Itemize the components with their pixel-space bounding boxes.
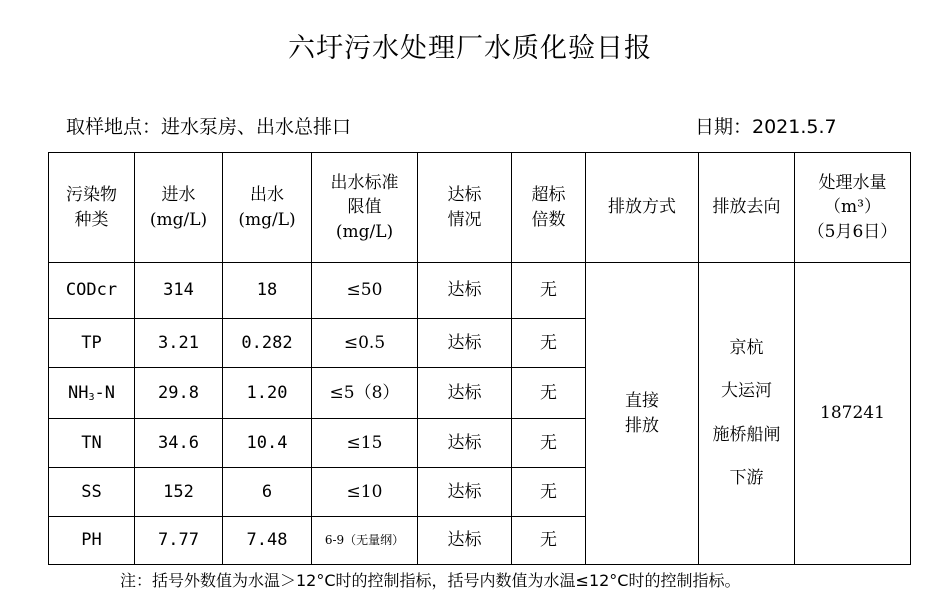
exceed-value: 无: [512, 263, 586, 319]
header-row: [49, 153, 911, 263]
report-date: 日期：2021.5.7: [695, 116, 837, 138]
header-discharge-method: 排放方式: [586, 153, 699, 263]
exceed-value: 无: [512, 419, 586, 468]
table-row: [49, 263, 911, 319]
status-value: 达标: [418, 419, 512, 468]
header-status: 达标 情况: [418, 153, 512, 263]
header-influent: 进水 (mg/L): [135, 153, 223, 263]
effluent-value: 10.4: [223, 419, 312, 468]
header-exceed: 超标 倍数: [512, 153, 586, 263]
limit-value: 6-9（无量纲）: [312, 517, 418, 565]
pollutant-name: PH: [49, 517, 135, 565]
sampling-location: 取样地点：进水泵房、出水总排口: [66, 116, 352, 138]
status-value: 达标: [418, 263, 512, 319]
water-quality-table: [48, 152, 911, 565]
discharge-method: 直接 排放: [586, 263, 699, 565]
exceed-value: 无: [512, 368, 586, 419]
header-effluent: 出水 (mg/L): [223, 153, 312, 263]
limit-value: ≤0.5: [312, 319, 418, 368]
limit-value: ≤50: [312, 263, 418, 319]
status-value: 达标: [418, 468, 512, 517]
effluent-value: 7.48: [223, 517, 312, 565]
influent-value: 29.8: [135, 368, 223, 419]
effluent-value: 6: [223, 468, 312, 517]
effluent-value: 18: [223, 263, 312, 319]
exceed-value: 无: [512, 468, 586, 517]
influent-value: 314: [135, 263, 223, 319]
influent-value: 34.6: [135, 419, 223, 468]
influent-value: 152: [135, 468, 223, 517]
limit-value: ≤5（8）: [312, 368, 418, 419]
exceed-value: 无: [512, 319, 586, 368]
header-discharge-dest: 排放去向: [699, 153, 795, 263]
influent-value: 3.21: [135, 319, 223, 368]
status-value: 达标: [418, 517, 512, 565]
discharge-destination: 京杭 大运河 施桥船闸 下游: [699, 263, 795, 565]
header-limit: 出水标准 限值 (mg/L): [312, 153, 418, 263]
effluent-value: 0.282: [223, 319, 312, 368]
treated-volume: 187241: [795, 263, 911, 565]
pollutant-name: $NH_3-N$: [49, 368, 135, 419]
status-value: 达标: [418, 319, 512, 368]
pollutant-name: CODcr: [49, 263, 135, 319]
status-value: 达标: [418, 368, 512, 419]
limit-value: ≤10: [312, 468, 418, 517]
header-volume: 处理水量 （m³） （5月6日）: [795, 153, 911, 263]
pollutant-name: TP: [49, 319, 135, 368]
report-title: 六圩污水处理厂水质化验日报: [288, 33, 652, 64]
header-pollutant: 污染物 种类: [49, 153, 135, 263]
pollutant-name: SS: [49, 468, 135, 517]
exceed-value: 无: [512, 517, 586, 565]
influent-value: 7.77: [135, 517, 223, 565]
pollutant-name: TN: [49, 419, 135, 468]
footnote: 注：括号外数值为水温＞12°C时的控制指标，括号内数值为水温≤12°C时的控制指标。: [120, 571, 741, 590]
limit-value: ≤15: [312, 419, 418, 468]
effluent-value: 1.20: [223, 368, 312, 419]
